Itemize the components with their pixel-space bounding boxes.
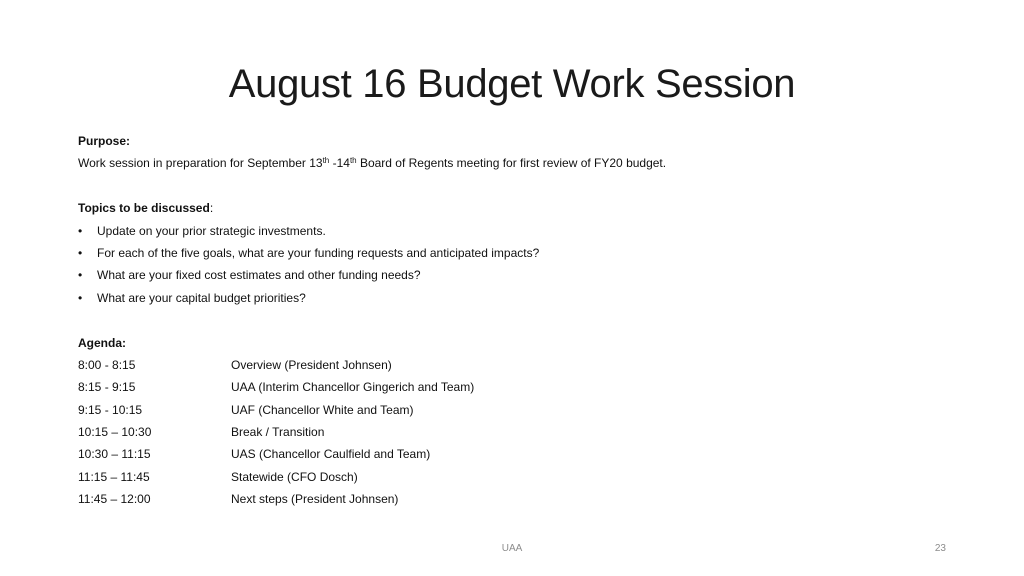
footer-label: UAA [501,543,523,554]
list-item-text: What are your fixed cost estimates and other funding needs? [97,268,421,283]
spacer [78,309,958,331]
spacer [78,175,958,197]
purpose-text-part: Work session in preparation for September 13 [78,156,323,171]
list-item [78,287,958,309]
slide-number: 23 [934,543,946,554]
slide-title: August 16 Budget Work Session [228,62,796,106]
agenda-desc: UAS (Chancellor Caulfield and Team) [231,447,431,462]
purpose-text [78,152,958,174]
purpose-text-part: -14 [329,156,350,171]
agenda-row [78,443,958,465]
topics-heading-label: Topics to be discussed [78,201,210,216]
superscript: th [349,156,357,166]
agenda-time: 11:45 – 12:00 [78,492,151,507]
agenda-row [78,354,958,376]
superscript: th [322,156,330,166]
agenda-desc: Break / Transition [231,425,325,440]
agenda-desc: UAA (Interim Chancellor Gingerich and Team) [231,380,475,395]
agenda-time: 8:15 - 9:15 [78,380,136,395]
list-item-text: For each of the five goals, what are your funding requests and anticipated impacts? [97,245,540,260]
agenda-time: 10:15 – 10:30 [78,425,152,440]
list-item [78,220,958,242]
agenda-desc: Next steps (President Johnsen) [231,492,399,507]
agenda-heading: Agenda: [78,335,126,350]
list-item [78,242,958,264]
bullet-icon: • [78,245,83,260]
agenda-desc: Statewide (CFO Dosch) [231,469,358,484]
purpose-heading: Purpose: [78,134,131,148]
agenda-row [78,376,958,398]
slide-body [78,130,958,511]
bullet-icon: • [78,290,83,305]
bullet-icon: • [78,268,83,283]
agenda-desc: Overview (President Johnsen) [231,357,392,372]
agenda-row [78,466,958,488]
agenda-desc: UAF (Chancellor White and Team) [231,402,414,417]
purpose-text-part: Board of Regents meeting for first review of FY20 budget. [356,156,667,171]
agenda-time: 11:15 – 11:45 [78,469,150,484]
list-item-text: Update on your prior strategic investments. [97,223,326,238]
agenda-row [78,421,958,443]
list-item-text: What are your capital budget priorities? [97,290,306,305]
agenda-time: 10:30 – 11:15 [78,447,151,462]
agenda-row [78,399,958,421]
agenda-time: 9:15 - 10:15 [78,402,143,417]
topics-heading [78,197,958,219]
topics-heading-colon: : [209,201,214,216]
list-item [78,264,958,286]
agenda-row [78,488,958,510]
bullet-icon: • [78,223,83,238]
agenda-time: 8:00 - 8:15 [78,357,136,372]
